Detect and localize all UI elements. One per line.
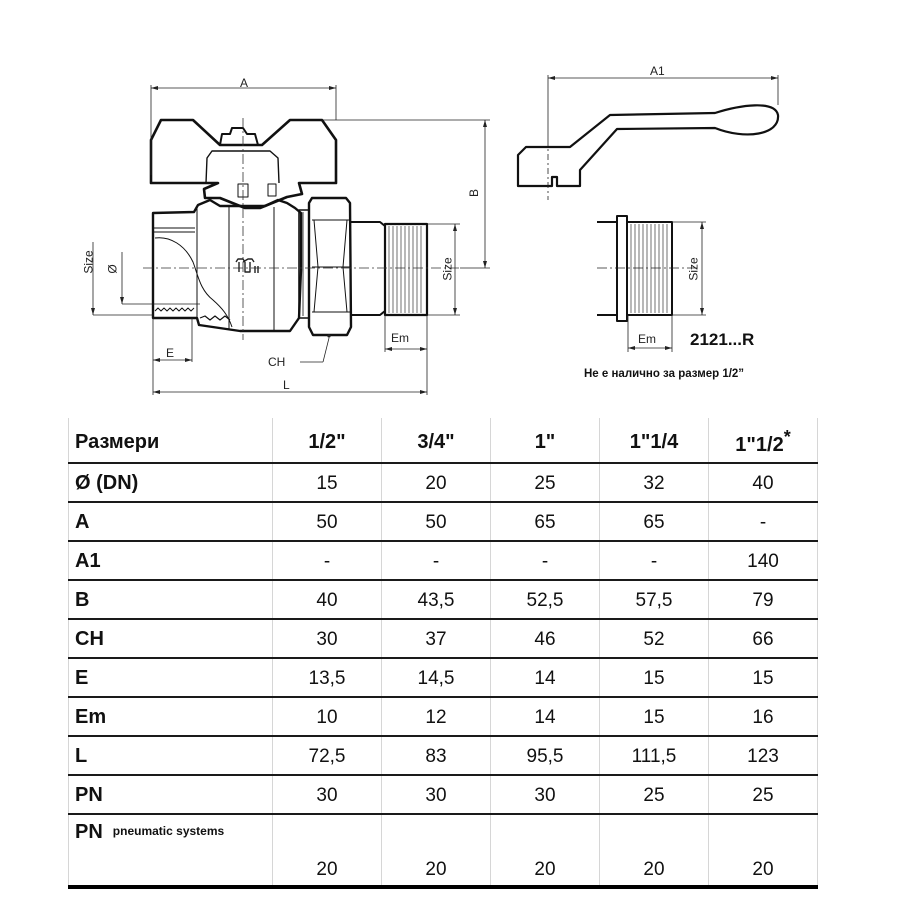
table-row	[69, 775, 818, 814]
cell: 66	[709, 619, 818, 658]
cell: 14	[491, 658, 600, 697]
availability-note: Не е налично за размер 1/2”	[584, 368, 745, 380]
cell: 10	[273, 697, 382, 736]
cell: 43,5	[382, 580, 491, 619]
cell: 65	[491, 502, 600, 541]
fitting-detail	[597, 216, 672, 321]
header-size-last	[709, 418, 818, 463]
lever-handle	[518, 105, 778, 186]
table-row	[69, 541, 818, 580]
cell: 15	[709, 658, 818, 697]
header-label: Размери	[69, 418, 273, 463]
dim-label-e: E	[166, 346, 175, 360]
cell: 52	[600, 619, 709, 658]
row-label: CH	[69, 619, 273, 658]
cell: 25	[491, 463, 600, 502]
cell: 72,5	[273, 736, 382, 775]
table-row	[69, 814, 818, 887]
cell: 13,5	[273, 658, 382, 697]
cell: 14,5	[382, 658, 491, 697]
dim-label-b: B	[467, 188, 482, 198]
row-label: Em	[69, 697, 273, 736]
cell: 37	[382, 619, 491, 658]
model-code: 2121...R	[690, 330, 755, 349]
cell: 52,5	[491, 580, 600, 619]
cell: 15	[273, 463, 382, 502]
dim-label-em-fitting: Em	[638, 332, 656, 346]
dimensions-table	[68, 418, 818, 889]
cell: 50	[382, 502, 491, 541]
valve-drawing-svg	[0, 0, 900, 410]
cell: -	[273, 541, 382, 580]
cell: 123	[709, 736, 818, 775]
butterfly-handle	[151, 120, 336, 208]
cell: 20	[382, 463, 491, 502]
cell: 14	[491, 697, 600, 736]
table-row	[69, 697, 818, 736]
header-size: 1/2"	[273, 418, 382, 463]
cell: 15	[600, 697, 709, 736]
cell: 20	[491, 814, 600, 887]
cell: 25	[600, 775, 709, 814]
cell: 15	[600, 658, 709, 697]
valve-body	[153, 200, 301, 331]
row-label: E	[69, 658, 273, 697]
row-label: Ø (DN)	[69, 463, 273, 502]
asterisk-marker: *	[783, 427, 791, 447]
cell: -	[709, 502, 818, 541]
table-header-row	[69, 418, 818, 463]
dim-label-diameter: Ø	[105, 264, 120, 274]
row-label: PN	[75, 821, 103, 843]
header-size: 3/4"	[382, 418, 491, 463]
row-label: L	[69, 736, 273, 775]
header-size: 1"	[491, 418, 600, 463]
table-row	[69, 619, 818, 658]
dim-label-size-right: Size	[440, 257, 455, 281]
row-label: A1	[69, 541, 273, 580]
dim-label-size-fitting: Size	[686, 257, 701, 281]
row-label: PN	[69, 775, 273, 814]
cell: -	[600, 541, 709, 580]
brand-logo	[236, 259, 258, 273]
cell: 30	[382, 775, 491, 814]
header-size: 1"1/4	[600, 418, 709, 463]
cell: 50	[273, 502, 382, 541]
dim-label-l: L	[283, 378, 290, 392]
row-sublabel: pneumatic systems	[112, 824, 225, 838]
cell: 95,5	[491, 736, 600, 775]
cell: 30	[273, 775, 382, 814]
cell: 83	[382, 736, 491, 775]
cell: 16	[709, 697, 818, 736]
cell: -	[382, 541, 491, 580]
cell: 40	[709, 463, 818, 502]
row-label: A	[69, 502, 273, 541]
dim-label-size-left: Size	[81, 250, 96, 274]
table-row	[69, 463, 818, 502]
cell: 25	[709, 775, 818, 814]
cell: 20	[709, 814, 818, 887]
row-label: B	[69, 580, 273, 619]
cell: 79	[709, 580, 818, 619]
cell: 30	[491, 775, 600, 814]
dim-label-a1: A1	[650, 64, 665, 78]
table-row	[69, 502, 818, 541]
table-row	[69, 658, 818, 697]
table-row	[69, 580, 818, 619]
technical-drawing	[0, 0, 900, 410]
dim-label-a: A	[240, 76, 249, 90]
cell: 57,5	[600, 580, 709, 619]
cell: 111,5	[600, 736, 709, 775]
cell: -	[491, 541, 600, 580]
cell: 30	[273, 619, 382, 658]
cell: 20	[382, 814, 491, 887]
cell: 20	[273, 814, 382, 887]
cell: 65	[600, 502, 709, 541]
table-row	[69, 736, 818, 775]
header-size: 1"1/2	[735, 434, 784, 456]
cell: 20	[600, 814, 709, 887]
cell: 12	[382, 697, 491, 736]
cell: 32	[600, 463, 709, 502]
cell: 40	[273, 580, 382, 619]
row-label-cell	[69, 814, 273, 887]
cell: 46	[491, 619, 600, 658]
dim-label-em: Em	[391, 331, 409, 345]
cell: 140	[709, 541, 818, 580]
dim-label-ch: CH	[268, 355, 286, 369]
